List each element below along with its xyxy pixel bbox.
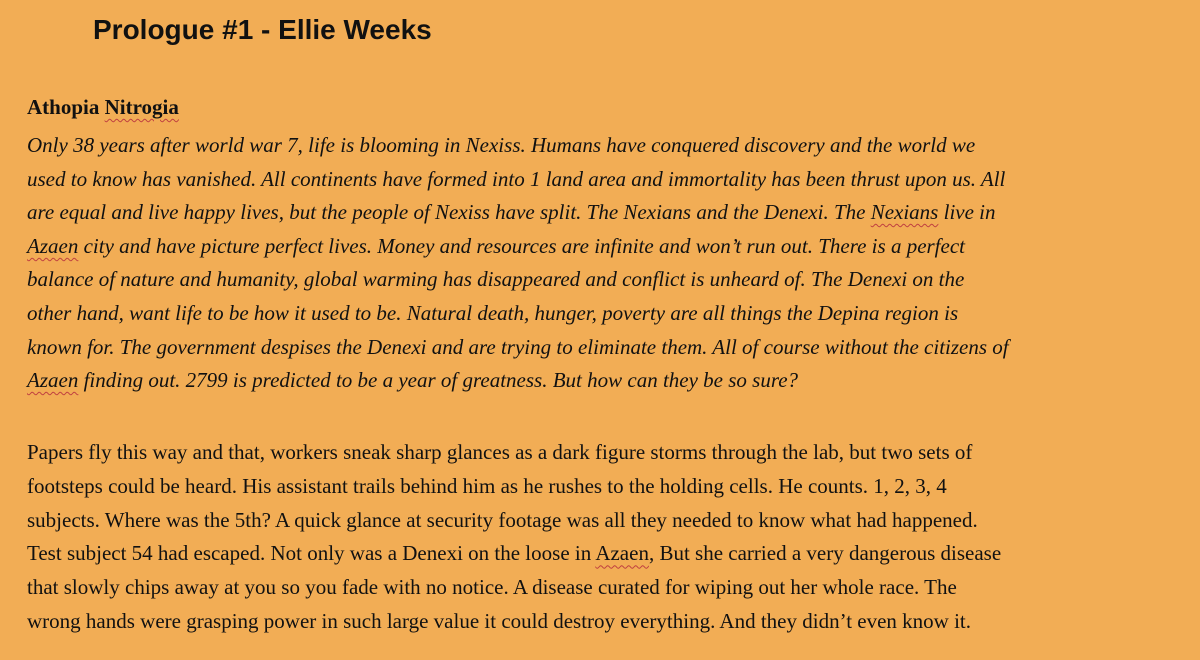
text-line [27, 436, 1187, 470]
text-segment: Papers fly this way and that, workers sneak sharp glances as a dark figure storms through the lab, but two sets of [27, 440, 973, 464]
text-line [27, 504, 1187, 538]
text-segment: finding out. 2799 is predicted to be a year of greatness. But how can they be so sure? [78, 368, 799, 393]
text-line [27, 129, 1187, 163]
text-line [27, 163, 1187, 197]
text-segment: used to know has vanished. All continents have formed into 1 land area and immortality has been thrust upon us. All [27, 166, 1006, 191]
text-line [27, 571, 1187, 605]
text-line [27, 470, 1187, 504]
text-line [27, 196, 1187, 230]
document-title: Prologue #1 - Ellie Weeks [93, 14, 432, 45]
text-segment: , But she carried a very dangerous disease [648, 541, 1002, 566]
spellcheck-word: Nitrogia [104, 95, 179, 119]
text-segment: known for. The government despises the Denexi and are trying to eliminate them. All of course without the citizens of [27, 334, 1009, 359]
text-segment: subjects. Where was the 5th? A quick glance at security footage was all they needed to know what had happened. [27, 507, 978, 532]
text-line [27, 263, 1187, 297]
text-line [27, 230, 1187, 264]
text-line [27, 605, 1187, 639]
text-segment: footsteps could be heard. His assistant trails behind him as he rushes to the holding cells. He counts. 1, 2, 3, 4 [27, 473, 947, 498]
text-segment: wrong hands were grasping power in such large value it could destroy everything. And they didn’t even know it. [27, 608, 972, 633]
story-paragraph [27, 436, 1187, 639]
text-segment: other hand, want life to be how it used to be. Natural death, hunger, poverty are all things the Depina region is [27, 300, 959, 325]
spellcheck-word: Nexians [870, 200, 939, 225]
text-line [27, 364, 1187, 398]
text-segment: city and have picture perfect lives. Money and resources are infinite and won’t run out. There is a perfect [78, 233, 965, 258]
text-segment: are equal and live happy lives, but the people of Nexiss have split. The Nexians and the Denexi. The [27, 200, 871, 225]
text-line [27, 537, 1187, 571]
text-line [27, 297, 1187, 331]
text-segment: Test subject 54 had escaped. Not only was a Denexi on the loose in [27, 541, 596, 566]
chapter-subheading [27, 93, 179, 121]
text-segment: that slowly chips away at you so you fade with no notice. A disease curated for wiping out her whole race. The [27, 575, 957, 600]
prologue-paragraph [27, 129, 1187, 398]
spellcheck-word: Azaen [595, 541, 649, 566]
text-segment: balance of nature and humanity, global warming has disappeared and conflict is unheard of. The Denexi on the [27, 267, 965, 292]
spellcheck-word: Azaen [27, 368, 79, 393]
text-line [27, 331, 1187, 365]
text-segment: live in [938, 200, 996, 225]
text-segment: Only 38 years after world war 7, life is blooming in Nexiss. Humans have conquered discovery and the world we [27, 133, 976, 157]
subheading-text: Athopia Nitrogia [27, 95, 179, 119]
spellcheck-word: Azaen [27, 233, 79, 258]
